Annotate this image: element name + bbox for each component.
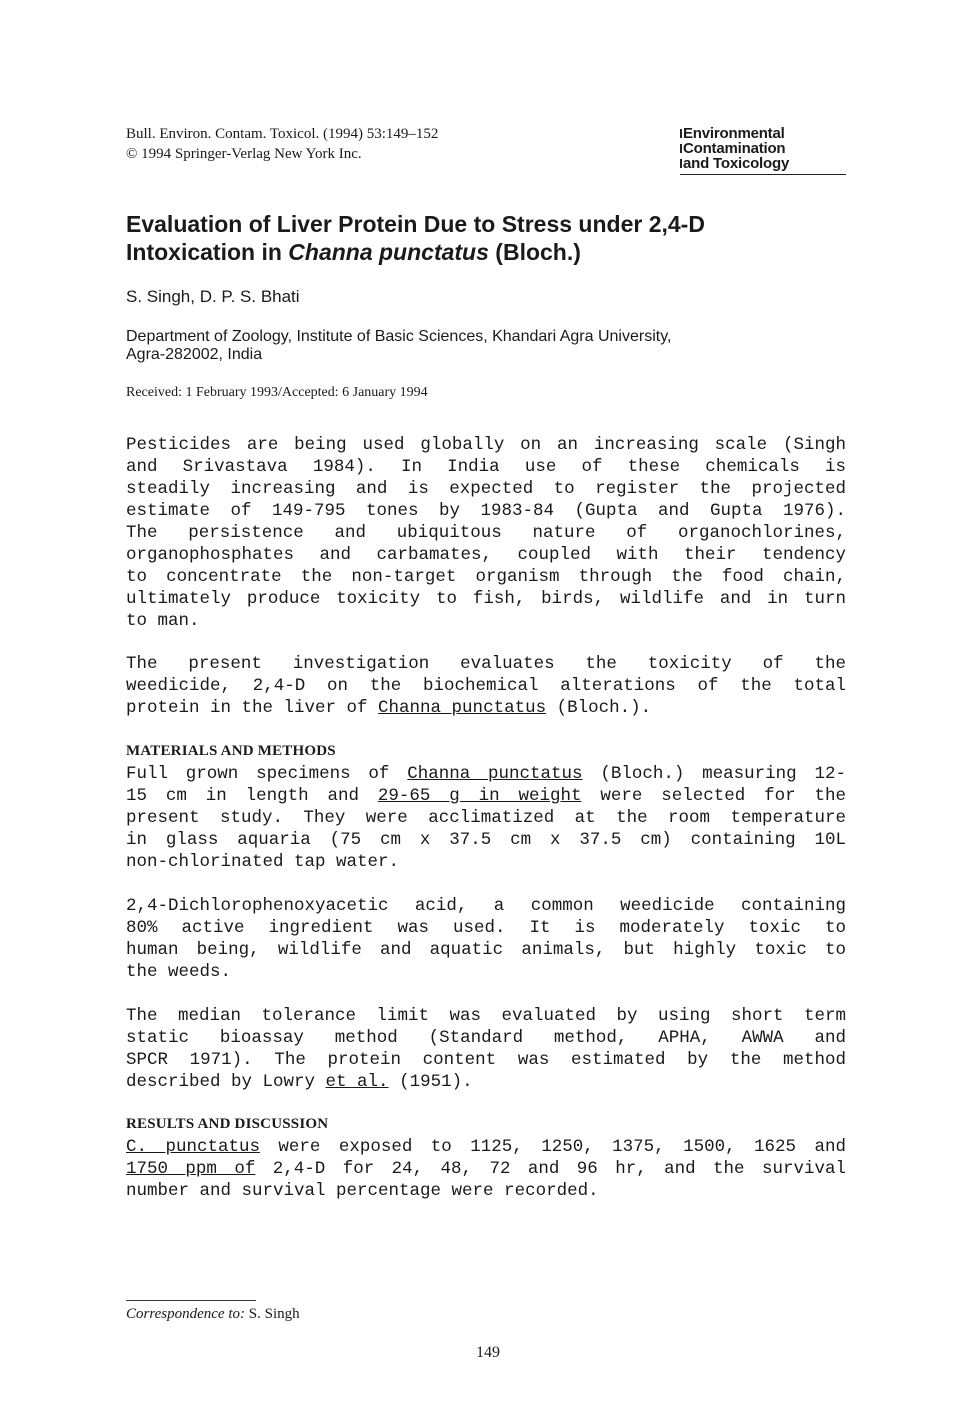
- journal-logo-line-1: Environmental: [680, 126, 846, 141]
- weight-range: 29-65 g in weight: [377, 786, 582, 806]
- text-line: The present investigation evaluates the toxicity of the: [126, 654, 846, 674]
- species-name: Channa punctatus: [407, 764, 583, 784]
- materials-heading: MATERIALS AND METHODS: [126, 743, 336, 759]
- text-line: 80% active ingredient was used. It is moderately toxic to: [126, 918, 846, 938]
- intro-paragraph-2: [126, 653, 846, 719]
- title-line-1: Evaluation of Liver Protein Due to Stress under 2,4-D: [126, 211, 705, 237]
- text-run: described by Lowry: [126, 1072, 326, 1092]
- text-run: 15 cm in length and: [126, 786, 378, 806]
- text-run: (Bloch.).: [546, 698, 652, 718]
- text-run: (1951).: [388, 1072, 473, 1092]
- title-species: Channa punctatus: [288, 239, 489, 265]
- received-dates: Received: 1 February 1993/Accepted: 6 January 1994: [126, 385, 428, 400]
- materials-paragraph-3: [126, 1005, 846, 1093]
- text-line: in glass aquaria (75 cm x 37.5 cm x 37.5 cm) containing 10L: [126, 830, 846, 850]
- text-line: steadily increasing and is expected to register the projected: [126, 479, 846, 499]
- text-line: [126, 1136, 846, 1158]
- intro-paragraph-1: [126, 434, 846, 632]
- journal-logo-line-3: and Toxicology: [680, 156, 846, 171]
- text-run: were exposed to 1125, 1250, 1375, 1500, 1625 and: [259, 1137, 846, 1157]
- text-line: [126, 1071, 846, 1093]
- text-run: Full grown specimens of: [126, 764, 408, 784]
- text-line: SPCR 1971). The protein content was estimated by the method: [126, 1050, 846, 1070]
- authors: S. Singh, D. P. S. Bhati: [126, 287, 300, 306]
- materials-paragraph-1: [126, 763, 846, 873]
- citation-line-2: © 1994 Springer-Verlag New York Inc.: [126, 146, 362, 162]
- text-line: [126, 1158, 846, 1180]
- et-al: et al.: [325, 1072, 389, 1092]
- text-line: The persistence and ubiquitous nature of organochlorines,: [126, 523, 846, 543]
- affiliation: [126, 328, 846, 364]
- text-run: (Bloch.) measuring 12-: [582, 764, 846, 784]
- results-paragraph-1: [126, 1136, 846, 1202]
- correspondence-label: Correspondence to:: [126, 1306, 246, 1322]
- journal-citation: [126, 124, 438, 164]
- text-line: present study. They were acclimatized at the room temperature: [126, 808, 846, 828]
- species-name: C. punctatus: [126, 1137, 260, 1157]
- text-line: ultimately produce toxicity to fish, birds, wildlife and in turn: [126, 589, 846, 609]
- results-heading: RESULTS AND DISCUSSION: [126, 1116, 329, 1132]
- text-line: to concentrate the non-target organism through the food chain,: [126, 567, 846, 587]
- journal-logo-line-2: Contamination: [680, 141, 846, 156]
- text-run: 2,4-D for 24, 48, 72 and 96 hr, and the survival: [255, 1159, 846, 1179]
- title-line-2: Intoxication in: [126, 239, 289, 265]
- title-suffix: (Bloch.): [488, 239, 581, 265]
- text-line: organophosphates and carbamates, coupled with their tendency: [126, 545, 846, 565]
- affiliation-line-2: Agra-282002, India: [126, 346, 263, 363]
- text-line: static bioassay method (Standard method, APHA, AWWA and: [126, 1028, 846, 1048]
- text-line: the weeds.: [126, 962, 232, 982]
- text-line: to man.: [126, 611, 200, 631]
- text-line: [126, 697, 846, 719]
- text-line: [126, 763, 846, 785]
- text-line: weedicide, 2,4-D on the biochemical alterations of the total: [126, 676, 846, 696]
- text-line: The median tolerance limit was evaluated by using short term: [126, 1006, 846, 1026]
- affiliation-line-1: Department of Zoology, Institute of Basic Sciences, Khandari Agra University,: [126, 328, 672, 345]
- text-line: number and survival percentage were recorded.: [126, 1181, 599, 1201]
- text-line: 2,4-Dichlorophenoxyacetic acid, a common weedicide containing: [126, 896, 846, 916]
- species-name: Channa punctatus: [378, 698, 547, 718]
- text-line: human being, wildlife and aquatic animals, but highly toxic to: [126, 940, 846, 960]
- correspondence-footnote: [126, 1304, 300, 1324]
- text-run: were selected for the: [581, 786, 846, 806]
- footnote-divider: [126, 1300, 256, 1301]
- journal-logo: [680, 126, 846, 175]
- correspondence-name: S. Singh: [245, 1306, 300, 1322]
- text-line: [126, 785, 846, 807]
- text-line: Pesticides are being used globally on an increasing scale (Singh: [126, 435, 846, 455]
- text-line: non-chlorinated tap water.: [126, 852, 400, 872]
- page-number: 149: [476, 1344, 500, 1361]
- materials-paragraph-2: [126, 895, 846, 983]
- citation-line-1: Bull. Environ. Contam. Toxicol. (1994) 53:149–152: [126, 126, 439, 142]
- text-line: estimate of 149-795 tones by 1983-84 (Gupta and Gupta 1976).: [126, 501, 846, 521]
- concentration-underlined: 1750 ppm of: [126, 1159, 256, 1179]
- article-title: [126, 210, 846, 266]
- text-run: protein in the liver of: [126, 698, 379, 718]
- text-line: and Srivastava 1984). In India use of these chemicals is: [126, 457, 846, 477]
